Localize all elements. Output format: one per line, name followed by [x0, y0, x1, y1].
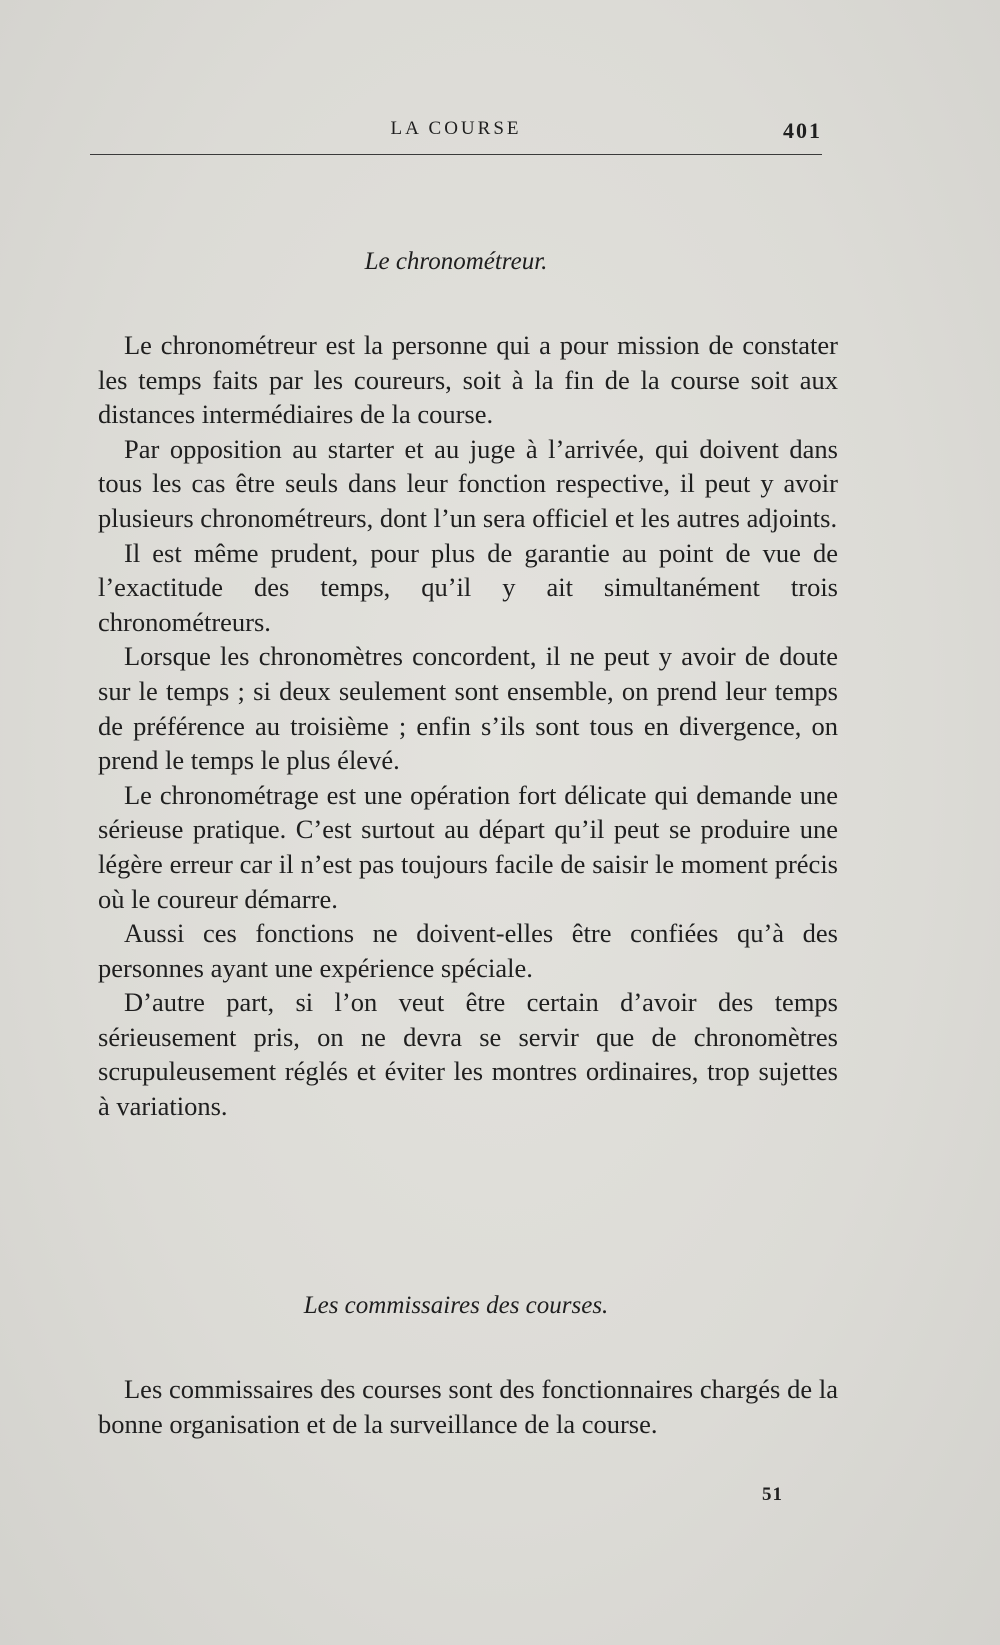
section-title-chronometreur: Le chronométreur. [364, 248, 548, 275]
paragraph: Lorsque les chronomètres concordent, il ne peut y avoir de doute sur le temps ; si deux seulement sont ensemble, on prend leur temps de préférence au troisième ; enfin s’ils sont tous en divergence, on prend le temps le plus élevé. [98, 641, 838, 776]
paragraph: Il est même prudent, pour plus de garantie au point de vue de l’exactitude des temps, qu’il y ait simultanément trois chronométreurs. [98, 537, 838, 637]
running-head [90, 118, 822, 155]
section-title-commissaires: Les commissaires des courses. [303, 1292, 609, 1319]
paragraph: Le chronométrage est une opération fort délicate qui demande une sérieuse pratique. C’est surtout au départ qu’il peut se produire une légère erreur car il n’est pas toujours facile de saisir le moment précis où le coureur démarre. [98, 779, 838, 914]
page-number: 401 [783, 118, 822, 143]
section-body-chronometreur [98, 328, 838, 1124]
paragraph: Par opposition au starter et au juge à l’arrivée, qui doivent dans tous les cas être seuls dans leur fonction respective, il peut y avoir plusieurs chronométreurs, dont l’un sera officiel et les autres adjoints. [98, 433, 838, 533]
paragraph: Les commissaires des courses sont des fonctionnaires chargés de la bonne organisation et de la surveillance de la course. [98, 1374, 838, 1439]
paragraph: Le chronométreur est la personne qui a pour mission de constater les temps faits par les coureurs, soit à la fin de la course soit aux distances intermédiaires de la course. [98, 330, 838, 430]
section-body-commissaires [98, 1372, 838, 1441]
paragraph: D’autre part, si l’on veut être certain d’avoir des temps sérieusement pris, on ne devra se servir que de chronomètres scrupuleusement réglés et éviter les montres ordinaires, trop sujettes à variations. [98, 987, 838, 1122]
paragraph: Aussi ces fonctions ne doivent-elles être confiées qu’à des personnes ayant une expérience spéciale. [98, 918, 838, 983]
signature-mark: 51 [762, 1484, 783, 1505]
running-title: LA COURSE [390, 118, 522, 139]
